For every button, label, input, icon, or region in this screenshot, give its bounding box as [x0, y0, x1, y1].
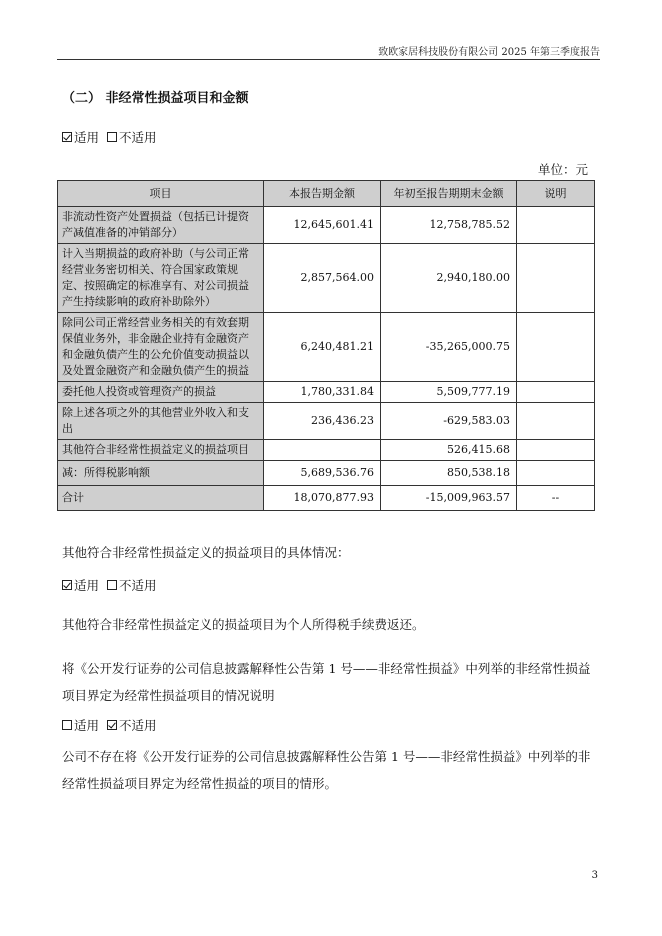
not-applicable-label: 不适用: [119, 718, 157, 733]
row-ytd: 850,538.18: [381, 461, 517, 486]
row-ytd: 526,415.68: [381, 440, 517, 461]
page-number: 3: [591, 870, 598, 881]
table-total-row: [58, 486, 595, 511]
table-row: [58, 244, 595, 313]
row-note: [517, 313, 595, 382]
total-current: 18,070,877.93: [264, 486, 381, 511]
not-applicable-label: 不适用: [119, 578, 157, 593]
other-items-description: 其他符合非经常性损益定义的损益项目为个人所得税手续费返还。: [62, 617, 425, 632]
table-row: [58, 207, 595, 244]
table-row: [58, 403, 595, 440]
unchecked-checkbox-icon: [107, 132, 117, 142]
row-note: [517, 403, 595, 440]
row-ytd: -629,583.03: [381, 403, 517, 440]
not-applicable-label: 不适用: [119, 130, 157, 145]
non-recurring-items-table: [57, 180, 595, 511]
row-ytd: -35,265,000.75: [381, 313, 517, 382]
row-current: [264, 440, 381, 461]
table-header-row: [58, 181, 595, 207]
checked-checkbox-icon: [62, 132, 72, 142]
unchecked-checkbox-icon: [62, 720, 72, 730]
applicable-label: 适用: [74, 130, 100, 145]
table-row: [58, 313, 595, 382]
row-current: 6,240,481.21: [264, 313, 381, 382]
unit-label: 单位：元: [537, 162, 588, 177]
row-note: [517, 244, 595, 313]
applicable-label: 适用: [74, 578, 100, 593]
table-row: [58, 440, 595, 461]
reclassification-heading: 将《公开发行证券的公司信息披露解释性公告第 1 号——非经常性损益》中列举的非经常性损益项目界定为经常性损益项目的情况说明: [62, 661, 591, 703]
column-header-note: 说明: [517, 181, 595, 207]
applicable-label: 适用: [74, 718, 100, 733]
header-divider: [57, 59, 600, 60]
section-title: （二） 非经常性损益项目和金额: [62, 91, 249, 106]
row-item: 计入当期损益的政府补助（与公司正常经营业务密切相关、符合国家政策规定、按照确定的标准享有、对公司损益产生持续影响的政府补助除外）: [58, 244, 264, 313]
row-item: 非流动性资产处置损益（包括已计提资产减值准备的冲销部分）: [58, 207, 264, 244]
row-current: 12,645,601.41: [264, 207, 381, 244]
row-note: [517, 382, 595, 403]
applicability-line-2: [62, 576, 157, 594]
row-item: 委托他人投资或管理资产的损益: [58, 382, 264, 403]
row-note: [517, 440, 595, 461]
row-item: 其他符合非经常性损益定义的损益项目: [58, 440, 264, 461]
row-note: [517, 461, 595, 486]
row-current: 1,780,331.84: [264, 382, 381, 403]
row-ytd: 5,509,777.19: [381, 382, 517, 403]
reclassification-statement: 公司不存在将《公开发行证券的公司信息披露解释性公告第 1 号——非经常性损益》中列举的非经常性损益项目界定为经常性损益的项目的情形。: [62, 749, 591, 791]
row-ytd: 2,940,180.00: [381, 244, 517, 313]
row-item: 除同公司正常经营业务相关的有效套期保值业务外，非金融企业持有金融资产和金融负债产生的公允价值变动损益以及处置金融资产和金融负债产生的损益: [58, 313, 264, 382]
table-row: [58, 461, 595, 486]
total-ytd: -15,009,963.57: [381, 486, 517, 511]
other-items-heading: 其他符合非经常性损益定义的损益项目的具体情况：: [62, 545, 350, 560]
column-header-ytd: 年初至报告期期末金额: [381, 181, 517, 207]
row-current: 2,857,564.00: [264, 244, 381, 313]
total-note: --: [517, 486, 595, 511]
column-header-current: 本报告期金额: [264, 181, 381, 207]
applicability-line-3: [62, 716, 157, 734]
checked-checkbox-icon: [62, 580, 72, 590]
checked-checkbox-icon: [107, 720, 117, 730]
unchecked-checkbox-icon: [107, 580, 117, 590]
row-current: 5,689,536.76: [264, 461, 381, 486]
row-item: 减：所得税影响额: [58, 461, 264, 486]
total-label: 合计: [58, 486, 264, 511]
applicability-line-1: [62, 128, 157, 146]
row-ytd: 12,758,785.52: [381, 207, 517, 244]
table-row: [58, 382, 595, 403]
row-current: 236,436.23: [264, 403, 381, 440]
row-item: 除上述各项之外的其他营业外收入和支出: [58, 403, 264, 440]
row-note: [517, 207, 595, 244]
column-header-item: 项目: [58, 181, 264, 207]
running-header: 致欧家居科技股份有限公司 2025 年第三季度报告: [378, 47, 600, 58]
